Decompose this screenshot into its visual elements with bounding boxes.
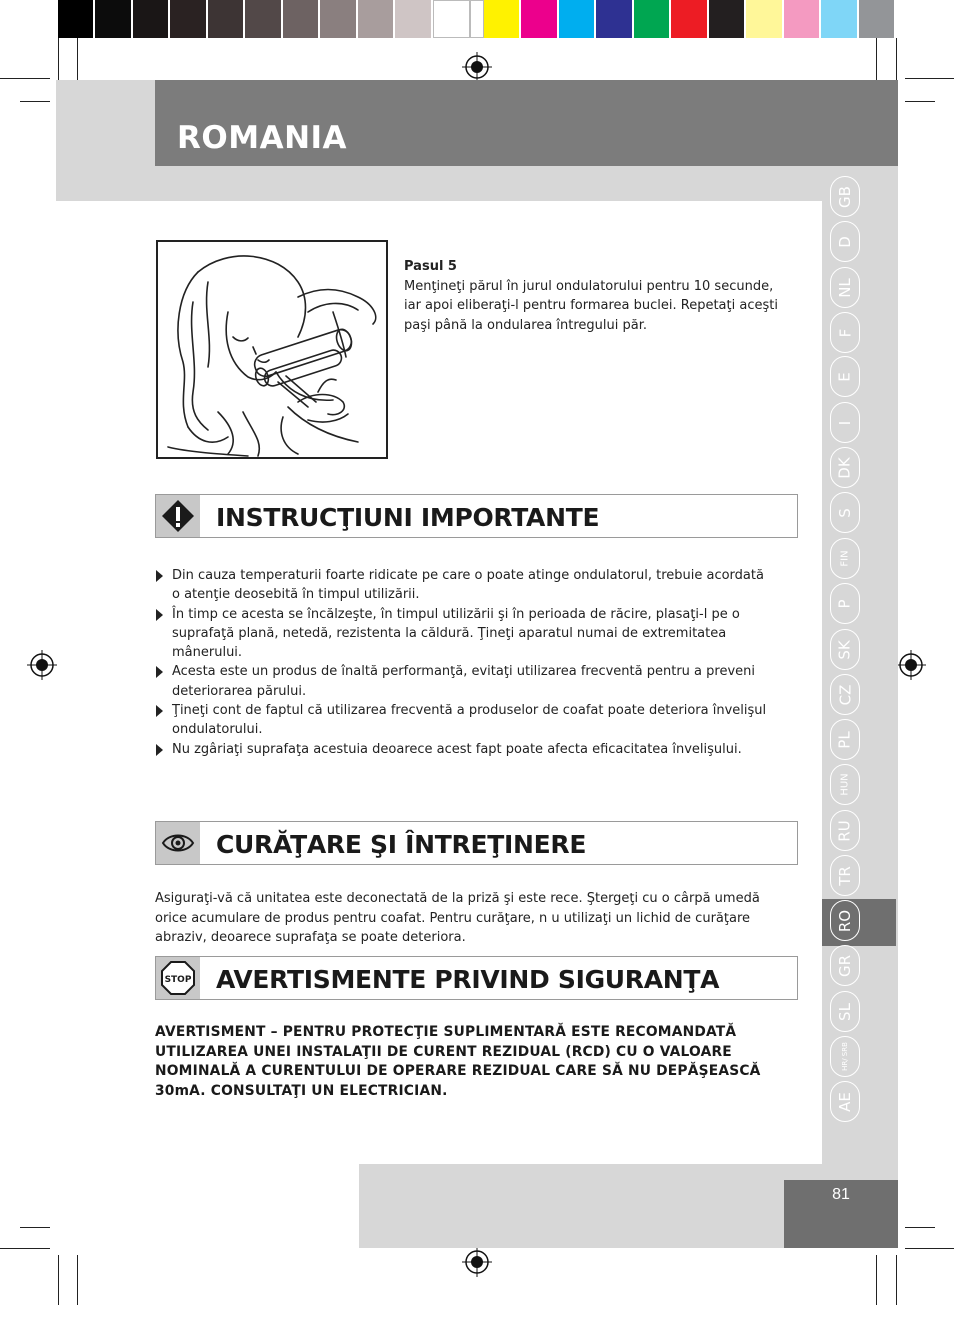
language-tab-ro[interactable]: [830, 900, 860, 941]
language-tab-label: TR: [836, 865, 854, 886]
cleaning-section-header: [155, 821, 798, 865]
registration-mark-icon: [896, 650, 926, 680]
language-tab-gb[interactable]: [830, 176, 860, 217]
eye-icon: [161, 831, 195, 855]
safety-warning-text: AVERTISMENT – PENTRU PROTECŢIE SUPLIMENTARĂ ESTE RECOMANDATĂ UTILIZAREA UNEI INSTALAŢII DE CURENT REZIDUAL (RCD) CU O VALOARE NOMINALĂ A CURENTULUI DE OPERARE REZIDUAL CARE SĂ NU DEPĂŞEASCĂ 30mA. CONSULTAŢI UN ELECTRICIAN.: [155, 1024, 761, 1100]
page-number-box: [784, 1180, 898, 1248]
page-number: 81: [832, 1186, 850, 1203]
color-swatch: [358, 0, 395, 38]
language-tab-sl[interactable]: [830, 991, 860, 1032]
language-tab-label: SK: [835, 639, 854, 660]
color-swatch: [283, 0, 320, 38]
crop-mark: [905, 78, 954, 79]
language-tab-d[interactable]: [830, 221, 860, 262]
crop-mark: [905, 1248, 954, 1249]
color-swatch: [559, 0, 596, 38]
language-tab-ru[interactable]: [830, 810, 860, 851]
color-swatch: [484, 0, 521, 38]
language-tab-label: DK: [835, 456, 854, 479]
cleaning-title: CURĂŢARE ŞI ÎNTREŢINERE: [216, 830, 587, 859]
instructions-section-header: [155, 494, 798, 538]
crop-mark: [0, 1248, 50, 1249]
color-swatch: [671, 0, 708, 38]
language-tab-label: RU: [836, 819, 854, 842]
print-color-bar: [58, 0, 896, 38]
stop-sign-icon: [160, 960, 196, 996]
registration-mark-icon: [462, 1247, 492, 1277]
language-tab-gr[interactable]: [830, 945, 860, 986]
color-swatch: [521, 0, 558, 38]
color-swatch: [709, 0, 746, 38]
crop-mark: [0, 78, 50, 79]
language-tab-label: S: [836, 507, 854, 518]
color-swatch: [470, 0, 484, 38]
color-swatch: [395, 0, 432, 38]
language-tab-i[interactable]: [830, 402, 860, 443]
color-swatch: [634, 0, 671, 38]
language-tab-hun[interactable]: [830, 764, 860, 805]
language-tab-nl[interactable]: [830, 267, 860, 308]
instructions-title: INSTRUCŢIUNI IMPORTANTE: [216, 503, 600, 532]
list-item: Nu zgâriaţi suprafaţa acestuia deoarece acest fapt poate afecta eficacitatea învelişului.: [155, 740, 775, 759]
list-item: Din cauza temperaturii foarte ridicate pe care o poate atinge ondulatorul, trebuie acordată o atenţie deosebită în timpul utilizării.: [155, 566, 775, 605]
language-tab-label: D: [836, 235, 854, 248]
crop-mark: [905, 1227, 935, 1228]
language-tab-label: GR: [835, 954, 854, 977]
crop-mark: [905, 101, 935, 102]
color-swatch: [433, 0, 470, 38]
list-item: În timp ce acesta se încălzeşte, în timpul utilizării şi în perioada de răcire, plasaţi-l pe o suprafaţă plană, netedă, rezistenta la căldură. Ţineţi aparatul numai de extremitatea mânerului.: [155, 605, 775, 663]
color-swatch: [859, 0, 896, 38]
stop-label: STOP: [164, 975, 192, 985]
section-icon-cell: [156, 822, 200, 864]
color-swatch: [245, 0, 282, 38]
language-tab-cz[interactable]: [830, 674, 860, 715]
color-swatch: [170, 0, 207, 38]
step-description: [404, 257, 784, 335]
language-tab-sk[interactable]: [830, 629, 860, 670]
language-tab-ae[interactable]: [830, 1081, 860, 1122]
language-tab-label: PL: [836, 730, 854, 749]
step-title: Pasul 5: [404, 259, 457, 274]
language-tab-pl[interactable]: [830, 719, 860, 760]
language-tab-dk[interactable]: [830, 447, 860, 488]
language-tab-label: FIN: [839, 550, 851, 567]
registration-mark-icon: [27, 650, 57, 680]
crop-mark: [77, 1255, 78, 1305]
hair-curling-illustration: [156, 240, 388, 459]
language-tab-label: RO: [835, 909, 854, 932]
color-swatch: [596, 0, 633, 38]
crop-mark: [896, 1255, 897, 1305]
language-tab-f[interactable]: [830, 312, 860, 353]
color-swatch: [58, 0, 95, 38]
language-tab-e[interactable]: [830, 356, 860, 397]
woman-curling-hair-icon: [158, 242, 386, 457]
page-title: ROMANIA: [177, 120, 348, 156]
language-tab-label: E: [835, 371, 854, 382]
registration-mark-icon: [462, 52, 492, 82]
language-tab-tr[interactable]: [830, 855, 860, 896]
safety-title: AVERTISMENTE PRIVIND SIGURANŢA: [216, 965, 720, 994]
step-text: Menţineţi părul în jurul ondulatorului pentru 10 secunde, iar apoi eliberaţi-l pentru formarea buclei. Repetaţi aceşti paşi până la ondularea întregului păr.: [404, 278, 778, 333]
color-swatch: [133, 0, 170, 38]
language-tab-fin[interactable]: [830, 538, 860, 579]
language-tab-hrsrb[interactable]: [830, 1036, 860, 1077]
language-tab-label: P: [835, 598, 854, 609]
color-swatch: [95, 0, 132, 38]
language-tab-label: CZ: [836, 684, 854, 705]
section-icon-cell: [156, 957, 200, 999]
language-tab-label: SL: [835, 1002, 854, 1021]
language-tab-label: GB: [835, 185, 854, 208]
color-swatch: [784, 0, 821, 38]
language-tab-label: F: [835, 328, 854, 337]
language-tab-label: NL: [835, 277, 854, 298]
section-icon-cell: [156, 495, 200, 537]
crop-mark: [876, 1255, 877, 1305]
cleaning-text: Asiguraţi-vă că unitatea este deconectată de la priză şi este rece. Ştergeţi cu o cârpă umedă orice acumulare de produs pentru coafat. Pentru curăţare, n u utilizaţi un lichid de curăţare abraziv, deoarece suprafaţa se poate deteriora.: [155, 891, 760, 945]
instructions-list: [155, 566, 775, 759]
list-item: Ţineţi cont de faptul că utilizarea frecventă a produselor de coafat poate deteriora învelişul ondulatorului.: [155, 701, 775, 740]
title-bar: [155, 80, 898, 166]
language-tab-label: I: [836, 420, 854, 425]
crop-mark: [58, 1255, 59, 1305]
list-item: Acesta este un produs de înaltă performanţă, evitaţi utilizarea frecventă pentru a preveni deteriorarea părului.: [155, 662, 775, 701]
color-swatch: [746, 0, 783, 38]
language-tab-label: HUN: [839, 773, 851, 796]
crop-mark: [20, 1227, 50, 1228]
language-tab-s[interactable]: [830, 492, 860, 533]
language-tab-p[interactable]: [830, 583, 860, 624]
language-tab-label: HR/ SRB: [840, 1042, 849, 1071]
safety-section-header: [155, 956, 798, 1000]
color-swatch: [208, 0, 245, 38]
language-tab-label: AE: [836, 1091, 854, 1112]
crop-mark: [20, 101, 50, 102]
exclamation-icon: [161, 499, 195, 533]
color-swatch: [320, 0, 357, 38]
color-swatch: [821, 0, 858, 38]
